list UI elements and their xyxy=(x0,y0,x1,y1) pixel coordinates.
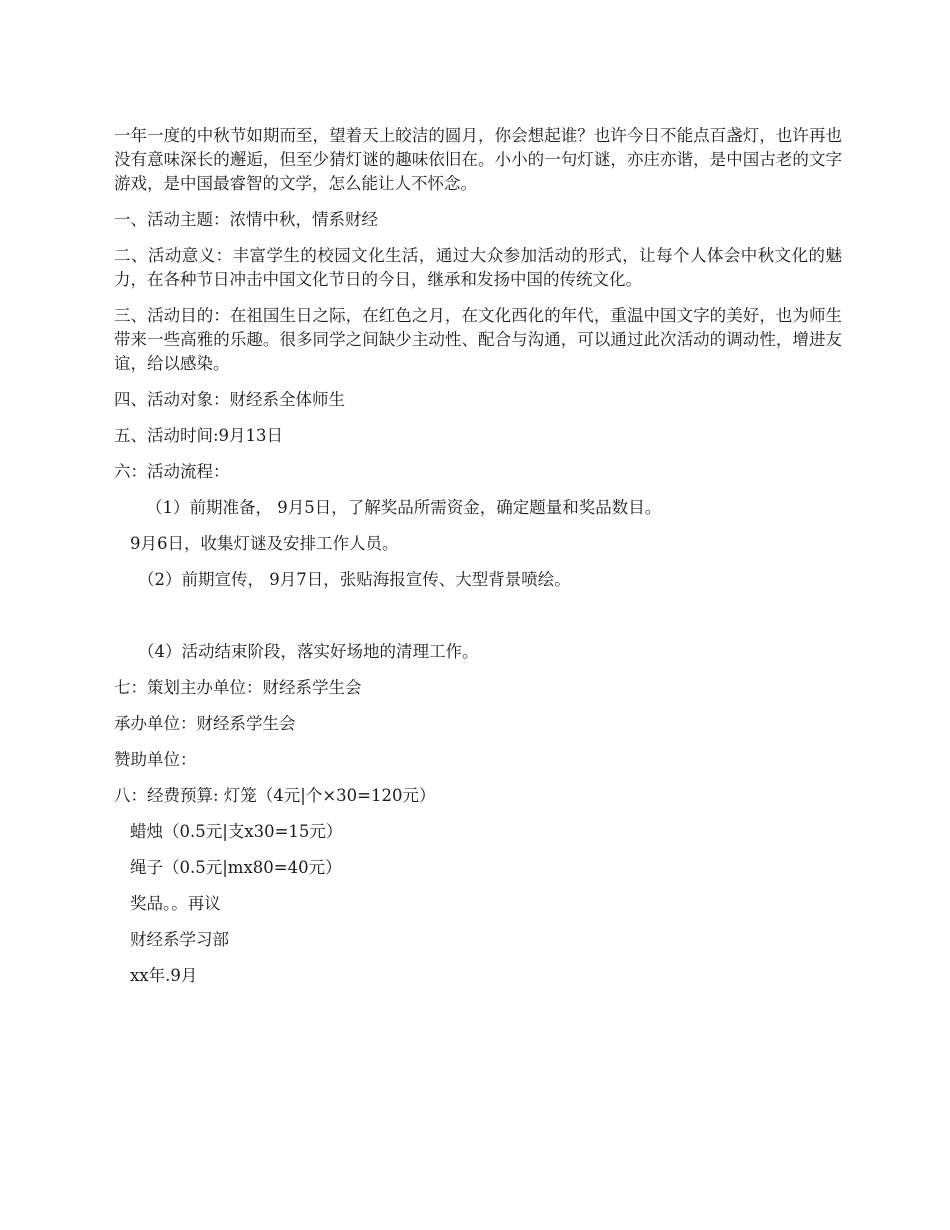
process-step-2: （2）前期宣传， 9月7日，张贴海报宣传、大型背景喷绘。 xyxy=(138,570,571,589)
activity-audience: 四、活动对象：财经系全体师生 xyxy=(114,390,345,409)
signature: 财经系学习部 xyxy=(130,930,229,949)
activity-theme: 一、活动主题：浓情中秋，情系财经 xyxy=(114,210,378,229)
intro-paragraph: 一年一度的中秋节如期而至，望着天上皎洁的圆月，你会想起谁？也许今日不能点百盏灯，也许再也没有意味深长的邂逅，但至少猜灯谜的趣味依旧在。小小的一句灯谜，亦庄亦谐，是中国古老的文字游戏，是中国最睿智的文学，怎么能让人不怀念。 xyxy=(114,126,842,193)
budget-rope: 绳子（0.5元|mx80=40元） xyxy=(130,858,342,877)
document-date: xx年.9月 xyxy=(130,966,198,985)
process-step-4: （4）活动结束阶段，落实好场地的清理工作。 xyxy=(138,642,479,661)
process-step-1: （1）前期准备， 9月5日，了解奖品所需资金，确定题量和奖品数目。 xyxy=(146,498,662,517)
activity-purpose: 三、活动目的：在祖国生日之际，在红色之月，在文化西化的年代，重温中国文字的美好，也为师生带来一些高雅的乐趣。很多同学之间缺少主动性、配合与沟通，可以通过此次活动的调动性，增进友谊，给以感染。 xyxy=(114,306,842,373)
organizer: 七：策划主办单位：财经系学生会 xyxy=(114,678,362,697)
budget-candles: 蜡烛（0.5元|支x30=15元） xyxy=(130,822,343,841)
sponsor: 赞助单位： xyxy=(114,750,197,769)
budget-prizes: 奖品。。再议 xyxy=(130,894,221,913)
blank-space xyxy=(114,604,842,640)
process-heading: 六：活动流程： xyxy=(114,462,230,481)
activity-meaning: 二、活动意义：丰富学生的校园文化生活，通过大众参加活动的形式，让每个人体会中秋文化的魅力，在各种节日冲击中国文化节日的今日，继承和发扬中国的传统文化。 xyxy=(114,246,842,289)
co-organizer: 承办单位：财经系学生会 xyxy=(114,714,296,733)
document-body xyxy=(114,124,842,1000)
activity-time: 五、活动时间:9月13日 xyxy=(114,426,284,445)
process-step-1b: 9月6日，收集灯谜及安排工作人员。 xyxy=(130,534,399,553)
budget-heading: 八：经费预算: 灯笼（4元|个×30=120元） xyxy=(114,786,436,805)
